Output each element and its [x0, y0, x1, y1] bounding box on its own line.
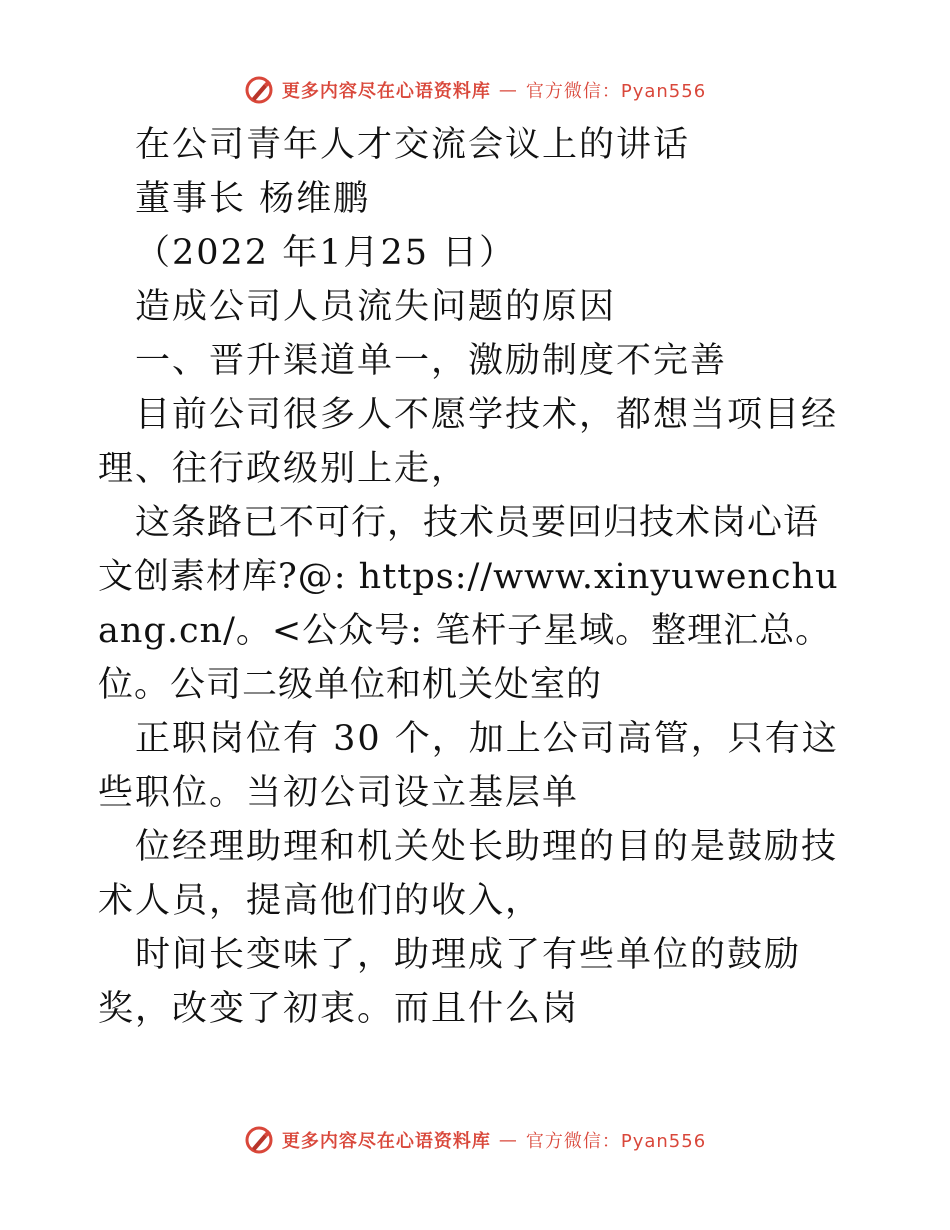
header-watermark-banner — [0, 70, 950, 110]
banner-sub-text: 官方微信：Pyan556 — [525, 81, 707, 102]
paragraph-4: 位经理助理和机关处长助理的目的是鼓励技术人员，提高他们的收入， — [98, 827, 839, 921]
banner-main-text: 更多内容尽在心语资料库 — [281, 81, 491, 102]
document-body — [98, 118, 853, 1036]
footer-watermark-banner — [0, 1120, 950, 1160]
document-author: 董事长 杨维鹏 — [135, 179, 371, 219]
subheading-1: 一、晋升渠道单一，激励制度不完善 — [135, 341, 728, 381]
banner-dash: — — [498, 79, 518, 101]
footer-banner-main-text: 更多内容尽在心语资料库 — [281, 1131, 491, 1152]
paragraph-3: 正职岗位有 30 个，加上公司高管，只有这些职位。当初公司设立基层单 — [98, 719, 839, 813]
pen-in-circle-icon — [244, 1125, 274, 1155]
paragraph-2: 这条路已不可行，技术员要回归技术岗心语文创素材库?@: https://www.xinyuwenchuang.cn/。<公众号: 笔杆子星域。整理汇总。位。公司二级单位和机关处室的 — [98, 503, 839, 705]
section-heading: 造成公司人员流失问题的原因 — [135, 287, 617, 327]
footer-banner-dash: — — [498, 1129, 518, 1151]
footer-banner-sub-text: 官方微信：Pyan556 — [525, 1131, 707, 1152]
document-date: （2022 年1月25 日） — [135, 233, 517, 273]
paragraph-1: 目前公司很多人不愿学技术，都想当项目经理、往行政级别上走， — [98, 395, 839, 489]
document-title: 在公司青年人才交流会议上的讲话 — [135, 125, 691, 165]
pen-in-circle-icon — [244, 75, 274, 105]
paragraph-5: 时间长变味了，助理成了有些单位的鼓励奖，改变了初衷。而且什么岗 — [98, 935, 802, 1029]
